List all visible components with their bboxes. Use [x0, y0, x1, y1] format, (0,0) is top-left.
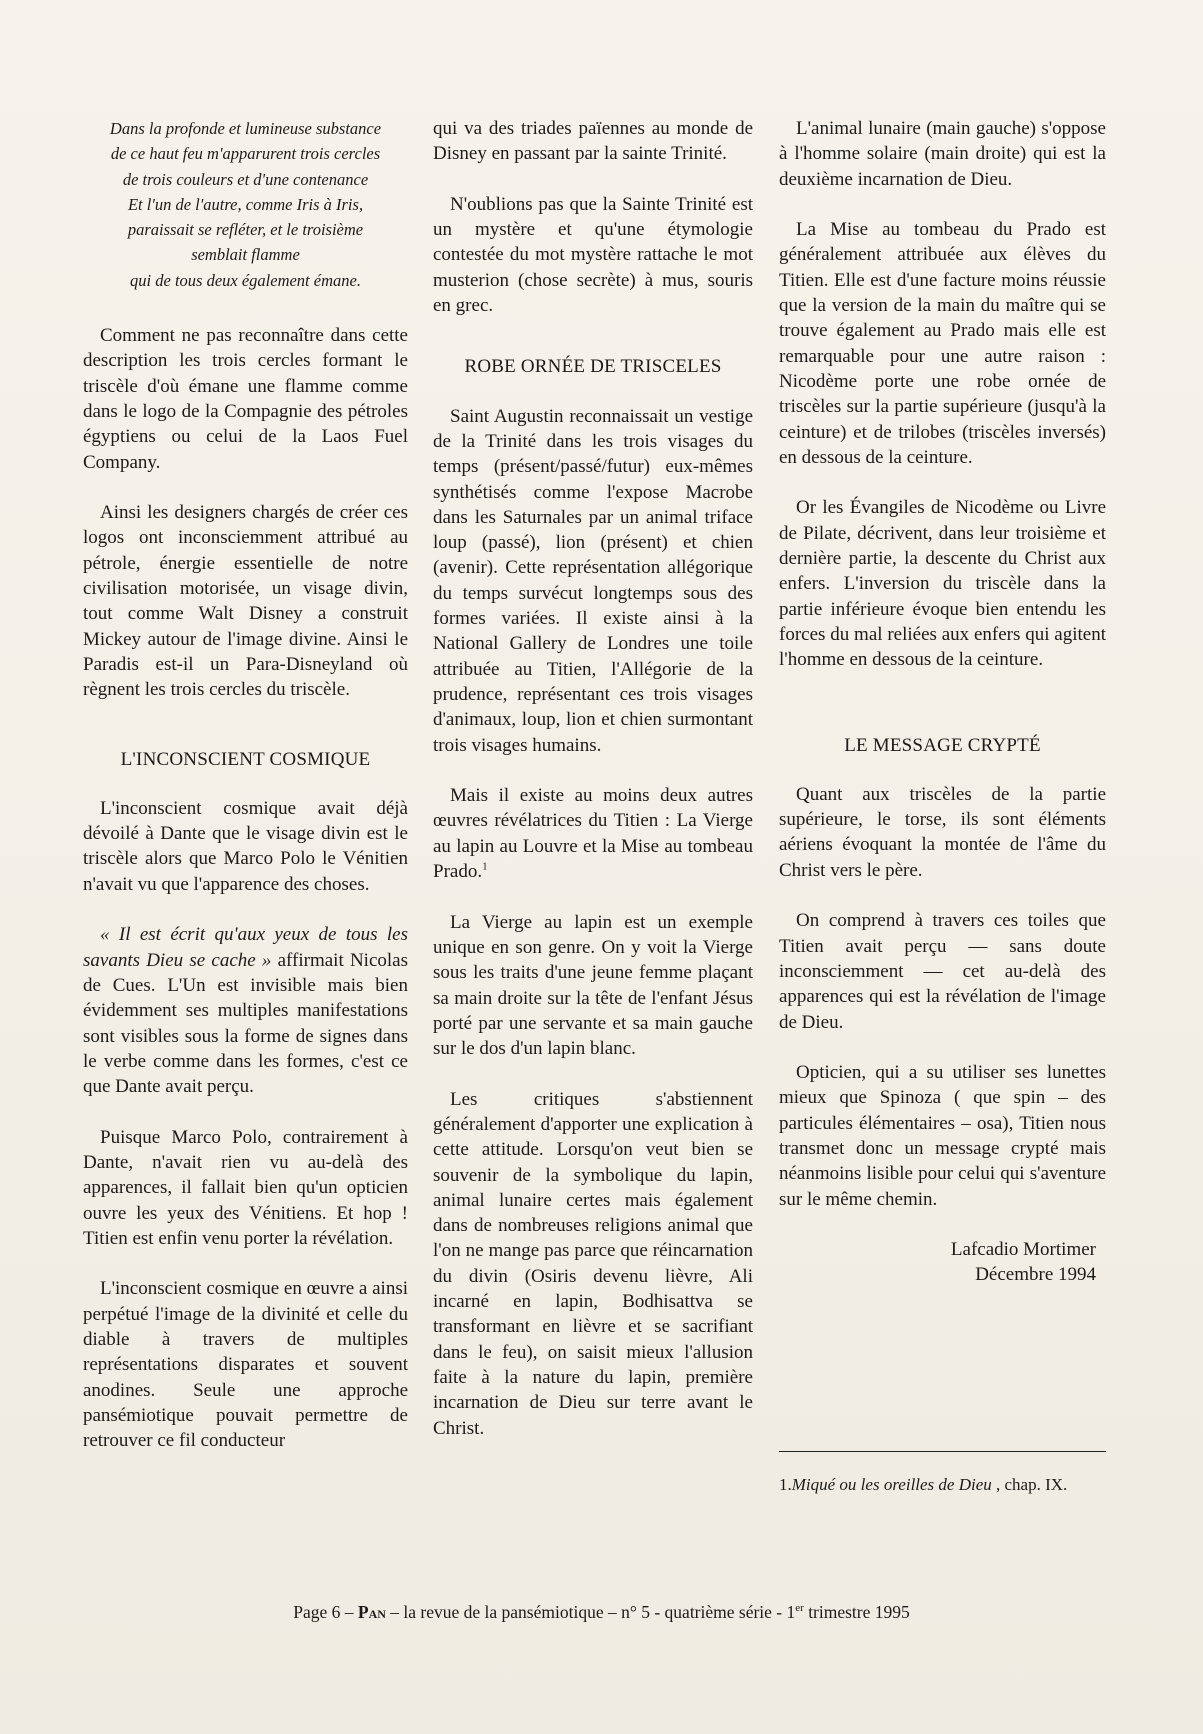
section-heading-message: LE MESSAGE CRYPTÉ	[844, 734, 1041, 756]
paragraph: L'animal lunaire (main gauche) s'oppose à l'homme solaire (main droite) qui est la deuxième incarnation de Dieu.	[779, 118, 1106, 190]
author-name: Lafcadio Mortimer	[950, 1239, 1096, 1261]
footer-sup: er	[795, 1602, 804, 1615]
paragraph: Opticien, qui a su utiliser ses lunettes mieux que Spinoza ( que spin – des particules élémentaires – osa), Titien nous transmet donc un message crypté mais néanmoins lisible pour celui qui s'aventure sur le même chemin.	[779, 1062, 1106, 1210]
column-3	[779, 116, 1106, 1288]
footer-brand: Pan	[357, 1602, 386, 1622]
dante-quote	[83, 116, 408, 293]
footnote-number: 1.	[779, 1475, 792, 1494]
paragraph: Saint Augustin reconnaissait un vestige de la Trinité dans les trois visages du temps (présent/passé/futur) eux-mêmes synthétisés comme l'expose Macrobe dans les Saturnales par un animal triface loup (passé), lion (présent) et chien (avenir). Cette représentation allégorique du temps survécut longtemps sous des formes variées. Il existe ainsi à la National Gallery de Londres une toile attribuée au Titien, l'Allégorie de la prudence, représentant ces trois visages d'animaux, loup, lion et chien surmontant trois visages humains.	[433, 405, 753, 756]
signature-date: Décembre 1994	[975, 1264, 1096, 1286]
paragraph: On comprend à travers ces toiles que Titien avait perçu — sans doute inconsciemment — cet au-delà des apparences qui est la révélation de l'image de Dieu.	[779, 910, 1106, 1033]
paragraph: Puisque Marco Polo, contrairement à Dante, n'avait rien vu au-delà des apparences, il fallait bien qu'un opticien ouvre les yeux des Vénitiens. Et hop ! Titien est enfin venu porter la révélation.	[83, 1126, 408, 1249]
paragraph: Ainsi les designers chargés de créer ces logos ont inconsciemment attribué au pétrole, énergie essentielle de notre civilisation motorisée, un visage divin, tout comme Walt Disney a construit Mickey autour de l'image divine. Ainsi le Paradis est-il un Para-Disneyland où règnent les trois cercles du triscèle.	[83, 502, 408, 701]
quote: « Il est écrit qu'aux yeux de tous les savants Dieu se cache »	[83, 924, 408, 971]
footnote-rest: , chap. IX.	[991, 1475, 1068, 1494]
section-heading-robe: ROBE ORNÉE DE TRISCELES	[464, 356, 722, 378]
paragraph	[433, 783, 753, 884]
paragraph: Les critiques s'abstiennent généralement d'apporter une explication à cette attitude. Lorsqu'on veut bien se souvenir de la symbolique du lapin, animal lunaire certes mais également dans de nombreuses religions animal que l'on ne mange pas parce que réincarnation du divin (Osiris devenu lièvre, Ali incarné en lapin, Bodhisattva se transformant en lièvre et se sacrifiant dans le feu), on saisit mieux l'allusion faite à la nature du lapin, première incarnation de Dieu sur terre avant le Christ.	[433, 1088, 753, 1439]
poem-line: de trois couleurs et d'une contenance	[122, 169, 369, 189]
poem-line: de ce haut feu m'apparurent trois cercles	[110, 144, 381, 164]
paragraph-text: Mais il existe au moins deux autres œuvres révélatrices du Titien : La Vierge au lapin au Louvre et la Mise au tombeau Prado.	[433, 785, 753, 883]
paragraph: N'oublions pas que la Sainte Trinité est un mystère et qu'une étymologie contestée du mot mystère rattache le mot musterion (chose secrète) à mus, souris en grec.	[433, 193, 753, 317]
footnote-title: Miqué ou les oreilles de Dieu	[791, 1475, 992, 1494]
paragraph: L'inconscient cosmique en œuvre a ainsi perpétué l'image de la divinité et celle du diable à travers de multiples représentations disparates et souvent anodines. Seule une approche pansémiotique pouvait permettre de retrouver ce fil conducteur	[83, 1278, 408, 1452]
paragraph: qui va des triades païennes au monde de Disney en passant par la sainte Trinité.	[433, 118, 753, 165]
section-heading-inconscient: L'INCONSCIENT COSMIQUE	[120, 748, 371, 770]
poem-line: Et l'un de l'autre, comme Iris à Iris,	[127, 194, 364, 214]
poem-line: Dans la profonde et lumineuse substance	[109, 119, 382, 138]
quote-continuation: affirmait Nicolas de Cues. L'Un est invisible mais bien évidemment ses multiples manifestations sont visibles sous la forme de signes dans le verbe comme dans les formes, c'est ce que Dante avait perçu.	[83, 949, 408, 1098]
paragraph	[83, 922, 408, 1099]
poem-line: semblait flamme	[191, 245, 300, 265]
paragraph: La Vierge au lapin est un exemple unique en son genre. On y voit la Vierge sous les traits d'une jeune femme plaçant sa main droite sur la tête de l'enfant Jésus porté par une servante et sa main gauche sur le dos d'un lapin blanc.	[433, 911, 753, 1060]
page-footer	[0, 1602, 1203, 1623]
column-1	[83, 116, 408, 1479]
paragraph: Quant aux triscèles de la partie supérieure, le torse, ils sont éléments aériens évoquant la montée de l'âme du Christ vers le père.	[779, 783, 1106, 881]
footnote	[779, 1451, 1106, 1497]
footer-middle: – la revue de la pansémiotique – n° 5 - quatrième série - 1	[385, 1602, 796, 1622]
footer-suffix: trimestre 1995	[803, 1602, 910, 1622]
poem-line: qui de tous deux également émane.	[130, 270, 361, 290]
poem-line: paraissait se refléter, et le troisième	[127, 220, 364, 240]
paragraph: La Mise au tombeau du Prado est généralement attribuée aux élèves du Titien. Elle est d'une facture moins réussie que la version de la main du maître qui se trouve également au Prado mais elle est remarquable pour une autre raison : Nicodème porte une robe ornée de triscèles sur la partie supérieure (jusqu'à la ceinture) et de trilobes (triscèles inversés) en dessous de la ceinture.	[779, 219, 1106, 468]
footnote-ref: 1	[482, 860, 488, 873]
paragraph: Or les Évangiles de Nicodème ou Livre de Pilate, décrivent, dans leur troisième et dernière partie, la descente du Christ aux enfers. L'inversion du triscèle dans la partie inférieure évoque bien entendu les forces du mal reliées aux enfers qui agitent l'homme en dessous de la ceinture.	[779, 497, 1106, 671]
paragraph: Comment ne pas reconnaître dans cette description les trois cercles formant le triscèle d'où émane une flamme comme dans le logo de la Compagnie des pétroles égyptiens ou celui de la Laos Fuel Company.	[83, 325, 408, 473]
signature	[779, 1237, 1106, 1288]
column-2	[433, 116, 753, 1466]
paragraph: L'inconscient cosmique avait déjà dévoilé à Dante que le visage divin est le triscèle alors que Marco Polo le Vénitien n'avait vu que l'apparence des choses.	[83, 797, 408, 895]
footer-prefix: Page 6 –	[293, 1602, 358, 1622]
